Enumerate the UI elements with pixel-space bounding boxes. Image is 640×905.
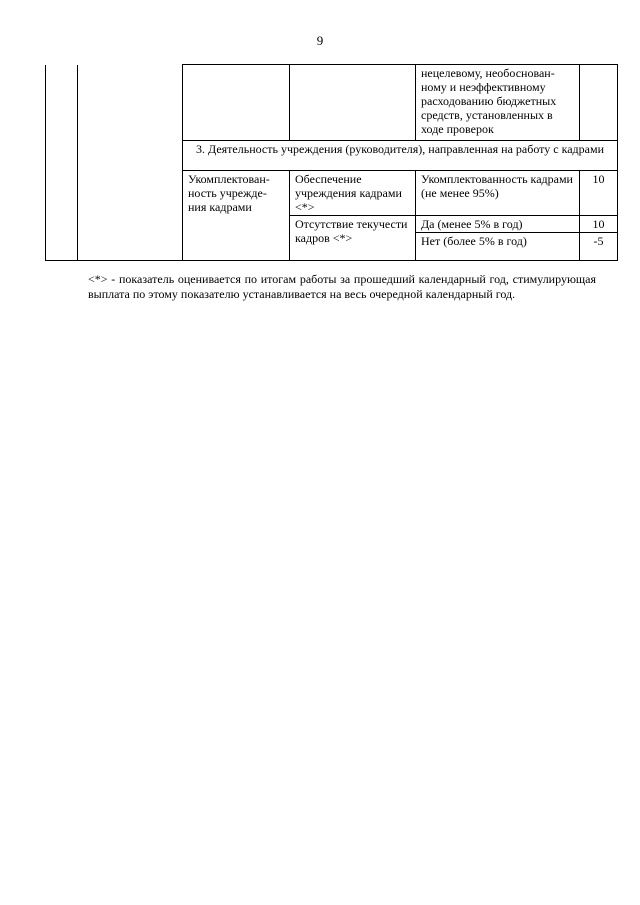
left-margin-col-2-bottom bbox=[78, 233, 183, 261]
condition-cell: Нет (более 5% в год) bbox=[416, 233, 580, 261]
continued-row bbox=[46, 65, 618, 141]
condition-cell: Да (менее 5% в год) bbox=[416, 216, 580, 233]
points-cell: 10 bbox=[580, 171, 618, 216]
left-margin-col-2 bbox=[78, 65, 183, 233]
points-cell: 10 bbox=[580, 216, 618, 233]
section-heading: 3. Деятельность учреждения (руководителя), направленная на работу с кадрами bbox=[183, 141, 618, 171]
condition-cell: Укомплектованность кадрами (не менее 95%) bbox=[416, 171, 580, 216]
criteria-table bbox=[45, 64, 618, 261]
continued-condition-cell: нецелевому, необоснован-ному и неэффективному расходованию бюджетных средств, установленных в ходе проверок bbox=[416, 65, 580, 141]
left-margin-col-1 bbox=[46, 65, 78, 233]
continued-points-cell bbox=[580, 65, 618, 141]
page-number: 9 bbox=[316, 33, 324, 48]
continued-indicator-cell bbox=[290, 65, 416, 141]
indicator-cell: Отсутствие текучести кадров <*> bbox=[290, 216, 416, 261]
left-margin-col-1-bottom bbox=[46, 233, 78, 261]
indicator-cell: Обеспечение учреждения кадрами <*> bbox=[290, 171, 416, 216]
criterion-cell: Укомплектован-ность учрежде-ния кадрами bbox=[183, 171, 290, 261]
continued-criterion-cell bbox=[183, 65, 290, 141]
footnote: <*> - показатель оценивается по итогам работы за прошедший календарный год, стимулирующая выплата по этому показателю устанавливается на весь очередной календарный год. bbox=[88, 272, 596, 301]
points-cell: -5 bbox=[580, 233, 618, 261]
